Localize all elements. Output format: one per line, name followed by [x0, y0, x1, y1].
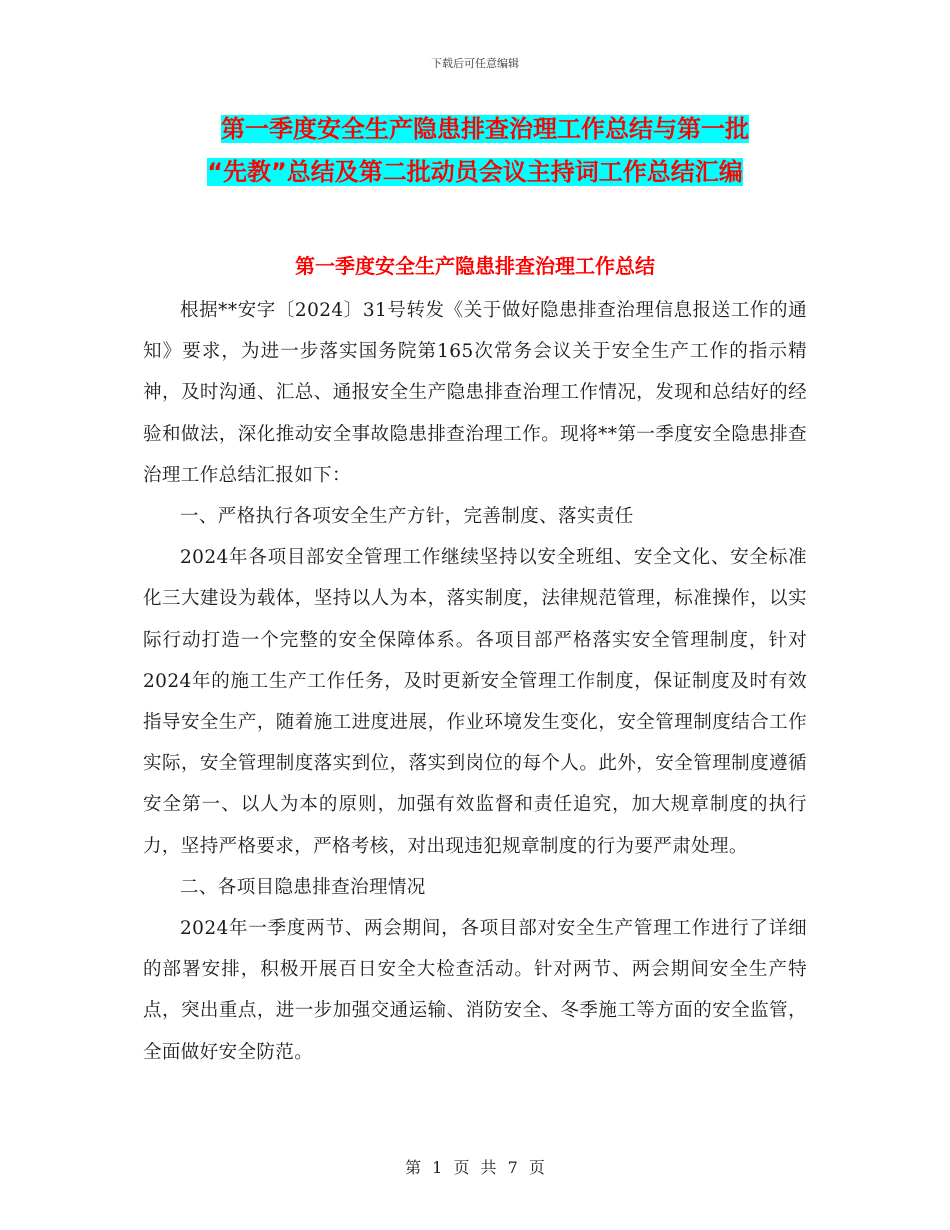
- document-title-line-2-text: “先教”总结及第二批动员会议主持词工作总结汇编: [207, 158, 743, 186]
- section-title: 第一季度安全生产隐患排查治理工作总结: [295, 254, 655, 278]
- paragraph-section-1: 2024年各项目部安全管理工作继续坚持以安全班组、安全文化、安全标准化三大建设为载体，坚持以人为本，落实制度，法律规范管理，标准操作，以实际行动打造一个完整的安全保障体系。各项目部严格落实安全管理制度，针对2024年的施工生产工作任务，及时更新安全管理工作制度，保证制度及时有效指导安全生产，随着施工进度进展，作业环境发生变化，安全管理制度结合工作实际，安全管理制度落实到位，落实到岗位的每个人。此外，安全管理制度遵循安全第一、以人为本的原则，加强有效监督和责任追究，加大规章制度的执行力，坚持严格要求，严格考核，对出现违犯规章制度的行为要严肃处理。: [143, 547, 807, 857]
- page-header-note: 下载后可任意编辑: [431, 57, 519, 70]
- heading-section-1: 一、严格执行各项安全生产方针，完善制度、落实责任: [180, 506, 634, 528]
- document-title-line-2: [0, 156, 950, 189]
- heading-section-2: 二、各项目隐患排查治理情况: [180, 876, 426, 898]
- document-title-line-1-text: 第一季度安全生产隐患排查治理工作总结与第一批: [221, 115, 749, 143]
- document-title-line-1: [0, 113, 950, 146]
- document-body: [143, 290, 807, 1073]
- paragraph-intro: 根据**安字〔2024〕31号转发《关于做好隐患排查治理信息报送工作的通知》要求，为进一步落实国务院第165次常务会议关于安全生产工作的指示精神，及时沟通、汇总、通报安全生产隐患排查治理工作情况，发现和总结好的经验和做法，深化推动安全事故隐患排查治理工作。现将**第一季度安全隐患排查治理工作总结汇报如下：: [143, 300, 807, 486]
- paragraph-section-2: 2024年一季度两节、两会期间，各项目部对安全生产管理工作进行了详细的部署安排，积极开展百日安全大检查活动。针对两节、两会期间安全生产特点，突出重点，进一步加强交通运输、消防安全、冬季施工等方面的安全监管，全面做好安全防范。: [143, 918, 807, 1063]
- page-number-footer: 第 1 页 共 7 页: [405, 1158, 545, 1177]
